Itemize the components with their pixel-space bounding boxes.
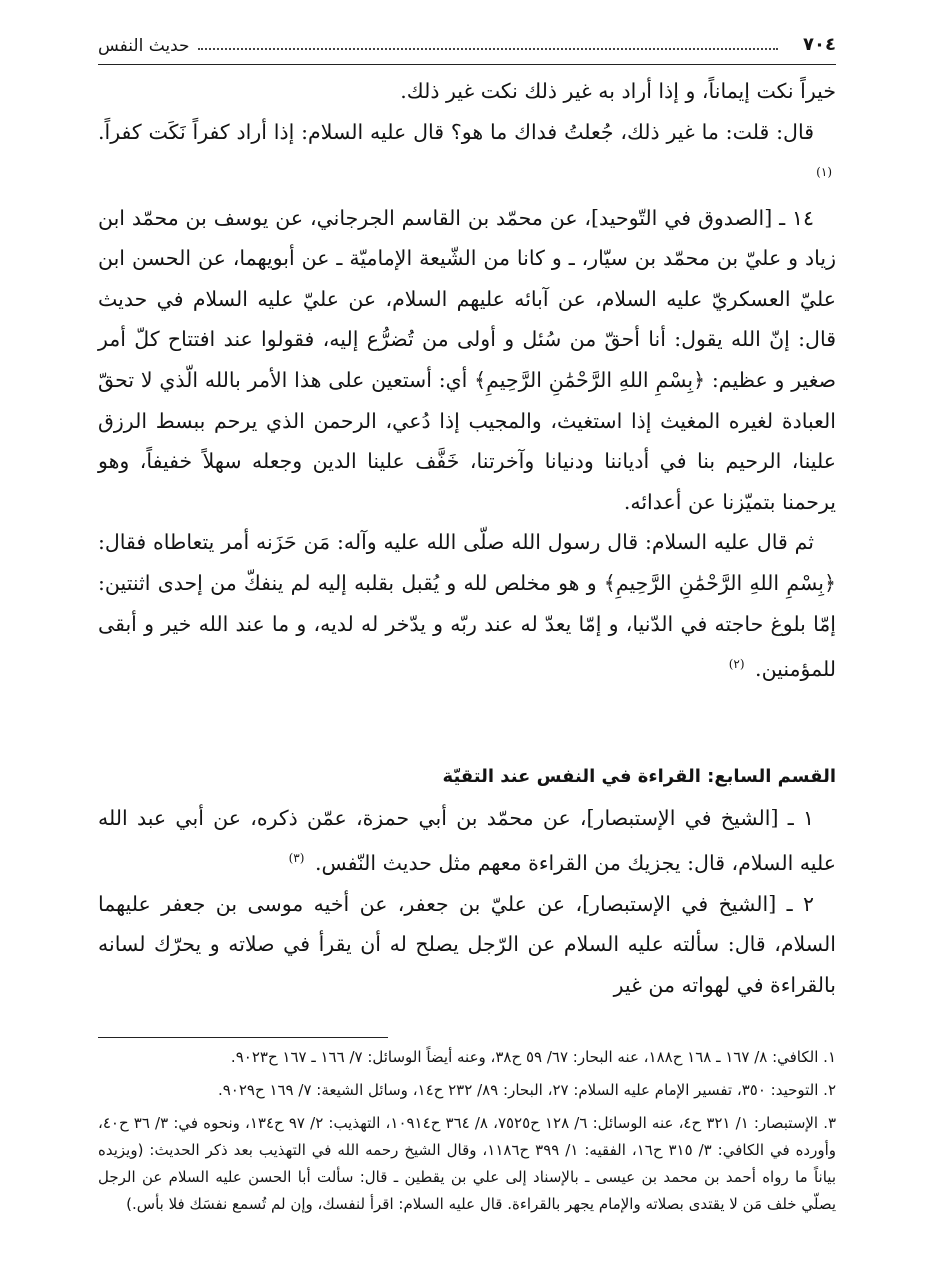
paragraph-text: ٢ ـ [الشيخ في الإستبصار]، عن عليّ بن جعفر، عن أخيه موسى بن جعفر عليهما السلام، قال: سألته عليه السلام عن الرّجل يصلح له أن يقرأ في صلاته و يحرّك لسانه بالقراءة في لهواته من غير (98, 891, 836, 997)
paragraph-text: قال: قلت: ما غير ذلك، جُعلتُ فداك ما هو؟ قال عليه السلام: إذا أراد كفراً نَكَت كفراً. (98, 119, 814, 144)
paragraph-text: ١ ـ [الشيخ في الإستبصار]، عن محمّد بن أبي حمزة، عمّن ذكره، عن أبي عبد الله عليه السلام، قال: يجزيك من القراءة معهم مثل حديث النّفس. (98, 805, 836, 875)
footnote-separator (98, 1037, 388, 1038)
paragraph-text: ثم قال عليه السلام: قال رسول الله صلّى الله عليه وآله: مَن حَزَنه أمر يتعاطاه فقال: ﴿بِسْمِ اللهِ الرَّحْمَٰنِ الرَّحِيمِ﴾ و هو مخلص لله و يُقبل بقلبه إليه لم ينفكّ من إحدى اثنتين: إمّا بلوغ حاجته في الدّنيا، و إمّا يعدّ له عند ربّه و يدّخر له لديه، و ما عند الله خير و أبقى للمؤمنين. (98, 530, 836, 681)
paragraph-text: خيراً نكت إيماناً، و إذا أراد به غير ذلك نكت غير ذلك. (400, 79, 836, 103)
paragraph (98, 522, 836, 689)
footnote: ٣. الإستبصار: ١/ ٣٢١ ح٤، عنه الوسائل: ٦/ ١٢٨ ح٧٥٢٥، ٨/ ٣٦٤ ح١٠٩١٤، التهذيب: ٢/ ٩٧ ح١٣٤، ونحوه في: ٣/ ٣٦ ح٤٠، وأورده في الكافي: ٣/ ٣١٥ ح١٦، الفقيه: ١/ ٣٩٩ ح١١٨٦، وقال الشيخ رحمه الله في التهذيب بعد ذكر الحديث: (ويزيده بياناً ما رواه أحمد بن محمد بن عيسى ـ بالإسناد إلى علي بن يقطين ـ قال: سألت أبا الحسن عليه السلام عن الرجل يصلّي خلف مَن لا يقتدى بصلاته والإمام يجهر بالقراءة. قال عليه السلام: اقرأ لنفسك، وإن لم تُسمع نفسَك فلا بأس.) (98, 1114, 837, 1214)
footnote: ٢. التوحيد: ٣٥٠، تفسير الإمام عليه السلام: ٢٧، البحار: ٨٩/ ٢٣٢ ح١٤، وسائل الشيعة: ٧/ ١٦٩ ح٩٠٢٩. (217, 1081, 836, 1100)
footnote-marker[interactable]: (٣) (288, 851, 305, 866)
paragraph (98, 884, 836, 1006)
section-heading: القسم السابع: القراءة في النفس عند التقيّة (442, 765, 836, 787)
paragraph (98, 798, 836, 884)
paragraph (98, 71, 836, 112)
document-page (98, 28, 836, 1238)
page-number: ٧٠٤ (803, 34, 836, 55)
running-title: حديث النفس (98, 36, 190, 56)
paragraph (98, 112, 836, 198)
page-header (98, 28, 836, 65)
main-text (98, 71, 836, 1005)
header-dot-leader (198, 48, 778, 50)
footnote: ١. الكافي: ٨/ ١٦٧ ـ ١٦٨ ح١٨٨، عنه البحار: ٦٧/ ٥٩ ح٣٨، وعنه أيضاً الوسائل: ٧/ ١٦٦ ـ ١٦٧ ح٩٠٢٣. (230, 1048, 836, 1067)
paragraph-text: ١٤ ـ [الصدوق في التّوحيد]، عن محمّد بن القاسم الجرجاني، عن يوسف بن محمّد ابن زياد و عليّ بن محمّد بن سيّار، ـ و كانا من الشّيعة الإماميّة ـ عن أبويهما، عن الحسن ابن عليّ العسكريّ عليه السلام، عن آبائه عليهم السلام، عن عليّ عليه السلام في حديث قال: إنّ الله يقول: أنا أحقّ من سُئل و أولى من تُضرُّع إليه، فقولوا عند افتتاح كلّ أمر صغير و عظيم: ﴿بِسْمِ اللهِ الرَّحْمَٰنِ الرَّحِيمِ﴾ أي: أستعين على هذا الأمر بالله الّذي لا تحقّ العبادة لغيره المغيث إذا استغيث، والمجيب إذا دُعي، الرحمن الذي يرحم ببسط الرزق علينا، الرحيم بنا في أدياننا ودنيانا وآخرتنا، خَفَّف علينا الدين وجعله سهلاً خفيفاً، وهو يرحمنا بتميّزنا عن أعدائه. (98, 205, 836, 514)
footnotes (98, 1044, 836, 1218)
footnote-marker[interactable]: (١) (816, 165, 832, 180)
paragraph (98, 198, 836, 523)
footnote-marker[interactable]: (٢) (728, 657, 745, 672)
